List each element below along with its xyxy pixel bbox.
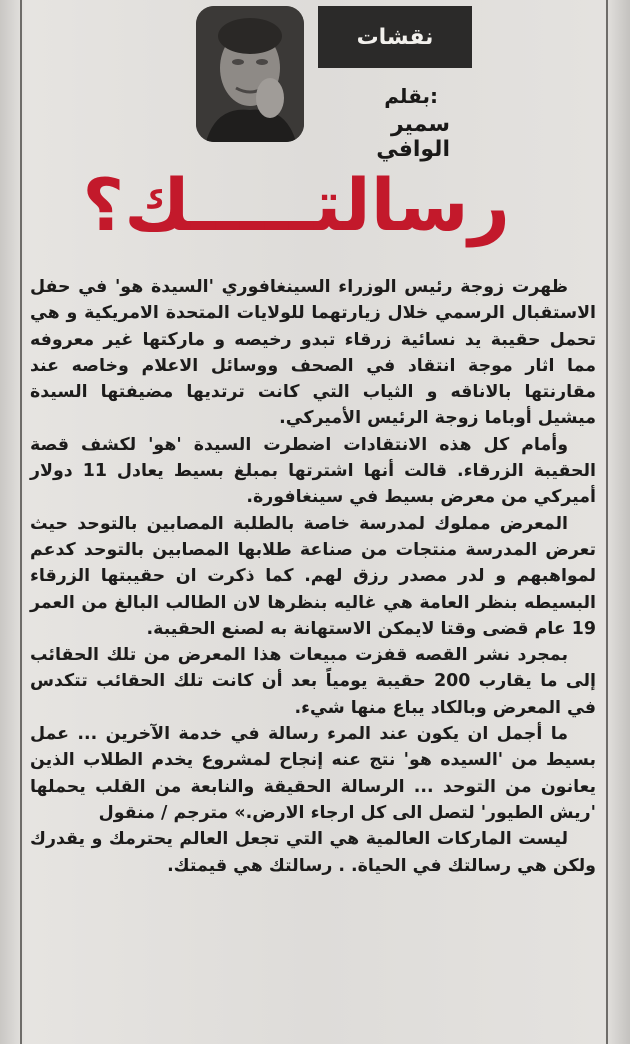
article-paragraph: ليست الماركات العالمية هي التي تجعل العالم يحترمك و يقدرك ولكن هي رسالتك في الحياة. . رسالتك هي قيمتك. [30,829,596,876]
article-paragraph: بمجرد نشر القصه قفزت مبيعات هذا المعرض من تلك الحقائب إلى ما يقارب 200 حقيبة يومياً بعد أن كانت تلك الحقائب تتكدس في المعرض وبالكاد يباع منها شيء. [30,645,596,718]
byline-label: بقلم: [384,84,438,108]
author-portrait-image [196,6,304,142]
article-paragraph: المعرض مملوك لمدرسة خاصة بالطلبة المصابين بالتوحد حيث تعرض المدرسة منتجات من صناعة طلابها المصابين بالتوحد كدعم لمواهبهم و لدر مصدر رزق لهم. كما ذكرت ان حقيبتها الزرقاء البسيطه بنظر العامة هي غاليه بنظرها لان الطالب البالغ من العمر 19 عام قضى وقتا لايمكن الاستهانة به لصنع الحقيبة. [30,513,596,639]
author-photo [196,6,304,142]
article-headline: رسالتـــــك؟ [82,163,510,247]
article-paragraph: ما أجمل ان يكون عند المرء رسالة في خدمة الآخرين ... عمل بسيط من 'السيده هو' نتج عنه إنجاح لمشروع يخدم الطلاب الذين يعانون من التوحد ... الرسالة الحقيقة والنابعة من القلب يحملها 'ريش الطيور' لتصل الى كل ارجاء الارض.» مترجم / منقول [30,724,596,823]
author-name: سمير الوافي [376,112,450,162]
column-rule-left [20,0,22,1044]
article-paragraph: وأمام كل هذه الانتقادات اضطرت السيدة 'هو' لكشف قصة الحقيبة الزرقاء. قالت أنها اشترتها بمبلغ بسيط يعادل 11 دولار أميركي من معرض بسيط في سينغافورة. [30,434,596,508]
article-paragraph: ظهرت زوجة رئيس الوزراء السينغافوري 'السيدة هو' في حفل الاستقبال الرسمي خلال زيارتهما للولايات المتحدة الامريكية و هي تحمل حقيبة يد نسائية زرقاء تبدو رخيصه و ماركتها غير معروفه مما اثار موجة انتقاد في الصحف ووسائل الاعلام وخاصه عند مقارنتها بالاناقه و الثياب التي كانت ترتديها مضيفتها السيدة ميشيل أوباما زوجة الرئيس الأميركي. [30,277,596,429]
column-rule-right [606,0,608,1044]
column-badge: نقشات [318,6,472,68]
article-body [30,274,596,879]
